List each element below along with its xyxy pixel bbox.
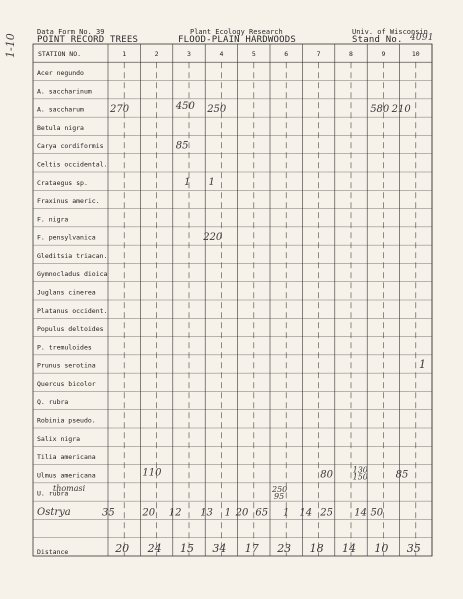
handwritten-value: 13	[200, 507, 213, 519]
handwritten-value: 450	[175, 101, 195, 113]
station-number-9: 9	[381, 49, 386, 58]
handwritten-value: 85	[395, 469, 409, 481]
species-name: Acer negundo	[37, 69, 84, 78]
distance-value: 34	[212, 542, 227, 555]
species-name: Gleditsia triacan.	[37, 251, 108, 260]
station-number-7: 7	[316, 49, 321, 58]
handwritten-value: 14	[299, 507, 313, 519]
handwritten-value: 12	[168, 507, 182, 519]
handwritten-value: 270	[110, 104, 130, 116]
distance-value: 10	[374, 542, 389, 555]
handwritten-value: 1	[208, 177, 215, 189]
species-name: F. nigra	[37, 215, 69, 224]
organization: Plant Ecology Research	[190, 28, 283, 36]
species-name: P. tremuloides	[37, 343, 92, 352]
university: Univ. of Wisconsin	[352, 28, 428, 36]
forest-type: FLOOD-PLAIN HARDWOODS	[178, 35, 296, 45]
species-name: Carya cordiformis	[37, 142, 104, 151]
distance-value: 35	[406, 542, 421, 555]
distance-label: Distance	[37, 548, 69, 556]
handwritten-value: 110	[142, 467, 162, 479]
distance-value: 14	[342, 542, 356, 555]
handwritten-value: 25	[320, 507, 333, 519]
station-number-1: 1	[122, 49, 127, 58]
station-number-4: 4	[219, 49, 224, 58]
distance-value: 23	[277, 542, 292, 555]
station-header: STATION NO.	[38, 49, 82, 58]
species-name: Salix nigra	[37, 434, 81, 443]
distance-value: 17	[244, 542, 259, 555]
species-name: Ulmus americana	[37, 471, 96, 480]
species-name: U. rubra	[37, 489, 69, 498]
handwritten-value: 1	[419, 358, 427, 372]
margin-note: 1-10	[4, 33, 17, 58]
species-name: Celtis occidental.	[37, 160, 108, 169]
handwritten-value: 65	[255, 507, 269, 519]
species-name: Q. rubra	[37, 398, 69, 407]
station-number-8: 8	[349, 49, 353, 58]
species-name: Juglans cinerea	[37, 288, 96, 297]
species-name: Betula nigra	[37, 123, 84, 132]
species-name: Gymnocladus dioica	[37, 270, 108, 279]
species-name: A. saccharinum	[37, 87, 92, 96]
handwritten-value: 250	[207, 104, 227, 116]
distance-value: 18	[309, 542, 324, 555]
species-name: Robinia pseudo.	[37, 416, 96, 425]
distance-value: 15	[180, 542, 194, 555]
stand-number: 4091	[410, 33, 434, 43]
handwritten-value: 95	[274, 492, 285, 502]
species-name: Platanus occident.	[37, 306, 108, 315]
handwritten-value: 1	[224, 507, 232, 519]
handwritten-value: 1	[282, 507, 290, 519]
stand-label: Stand No.	[352, 35, 403, 45]
handwritten-value: 130	[352, 465, 368, 475]
handwritten-value: 250	[272, 485, 288, 495]
form-title: POINT RECORD TREES	[37, 35, 139, 45]
handwritten-value: 20	[235, 507, 249, 519]
distance-value: 24	[147, 542, 162, 555]
species-name-ostrya: Ostrya	[37, 506, 71, 518]
handwritten-value: 50	[370, 507, 384, 519]
handwritten-value: 1	[184, 177, 191, 189]
species-name: F. pensylvanica	[37, 233, 96, 242]
handwritten-annotation: thomasi	[53, 484, 86, 494]
species-name: Prunus serotina	[37, 361, 96, 370]
station-number-5: 5	[251, 49, 256, 58]
species-name: Quercus bicolor	[37, 379, 96, 388]
species-name: Tilia americana	[37, 453, 96, 462]
distance-value: 20	[115, 542, 130, 555]
handwritten-value: 580	[370, 104, 390, 116]
handwritten-value: 20	[142, 507, 156, 519]
handwritten-value: 85	[175, 140, 189, 152]
station-number-10: 10	[411, 49, 420, 58]
handwritten-value: 35	[102, 507, 115, 519]
species-name: A. saccharum	[37, 105, 84, 114]
station-number-6: 6	[284, 49, 289, 58]
species-name: Populus deltoides	[37, 325, 104, 334]
handwritten-value: 150	[352, 472, 368, 482]
station-number-3: 3	[187, 49, 191, 58]
handwritten-value: 80	[320, 469, 333, 481]
handwritten-value: 220	[203, 232, 223, 244]
handwritten-value: 210	[391, 104, 411, 116]
station-number-2: 2	[154, 49, 159, 58]
handwritten-value: 14	[354, 507, 367, 519]
species-name: Fraxinus americ.	[37, 197, 100, 206]
form-number: Data Form No. 39	[37, 28, 105, 36]
species-name: Crataegus sp.	[37, 178, 88, 187]
